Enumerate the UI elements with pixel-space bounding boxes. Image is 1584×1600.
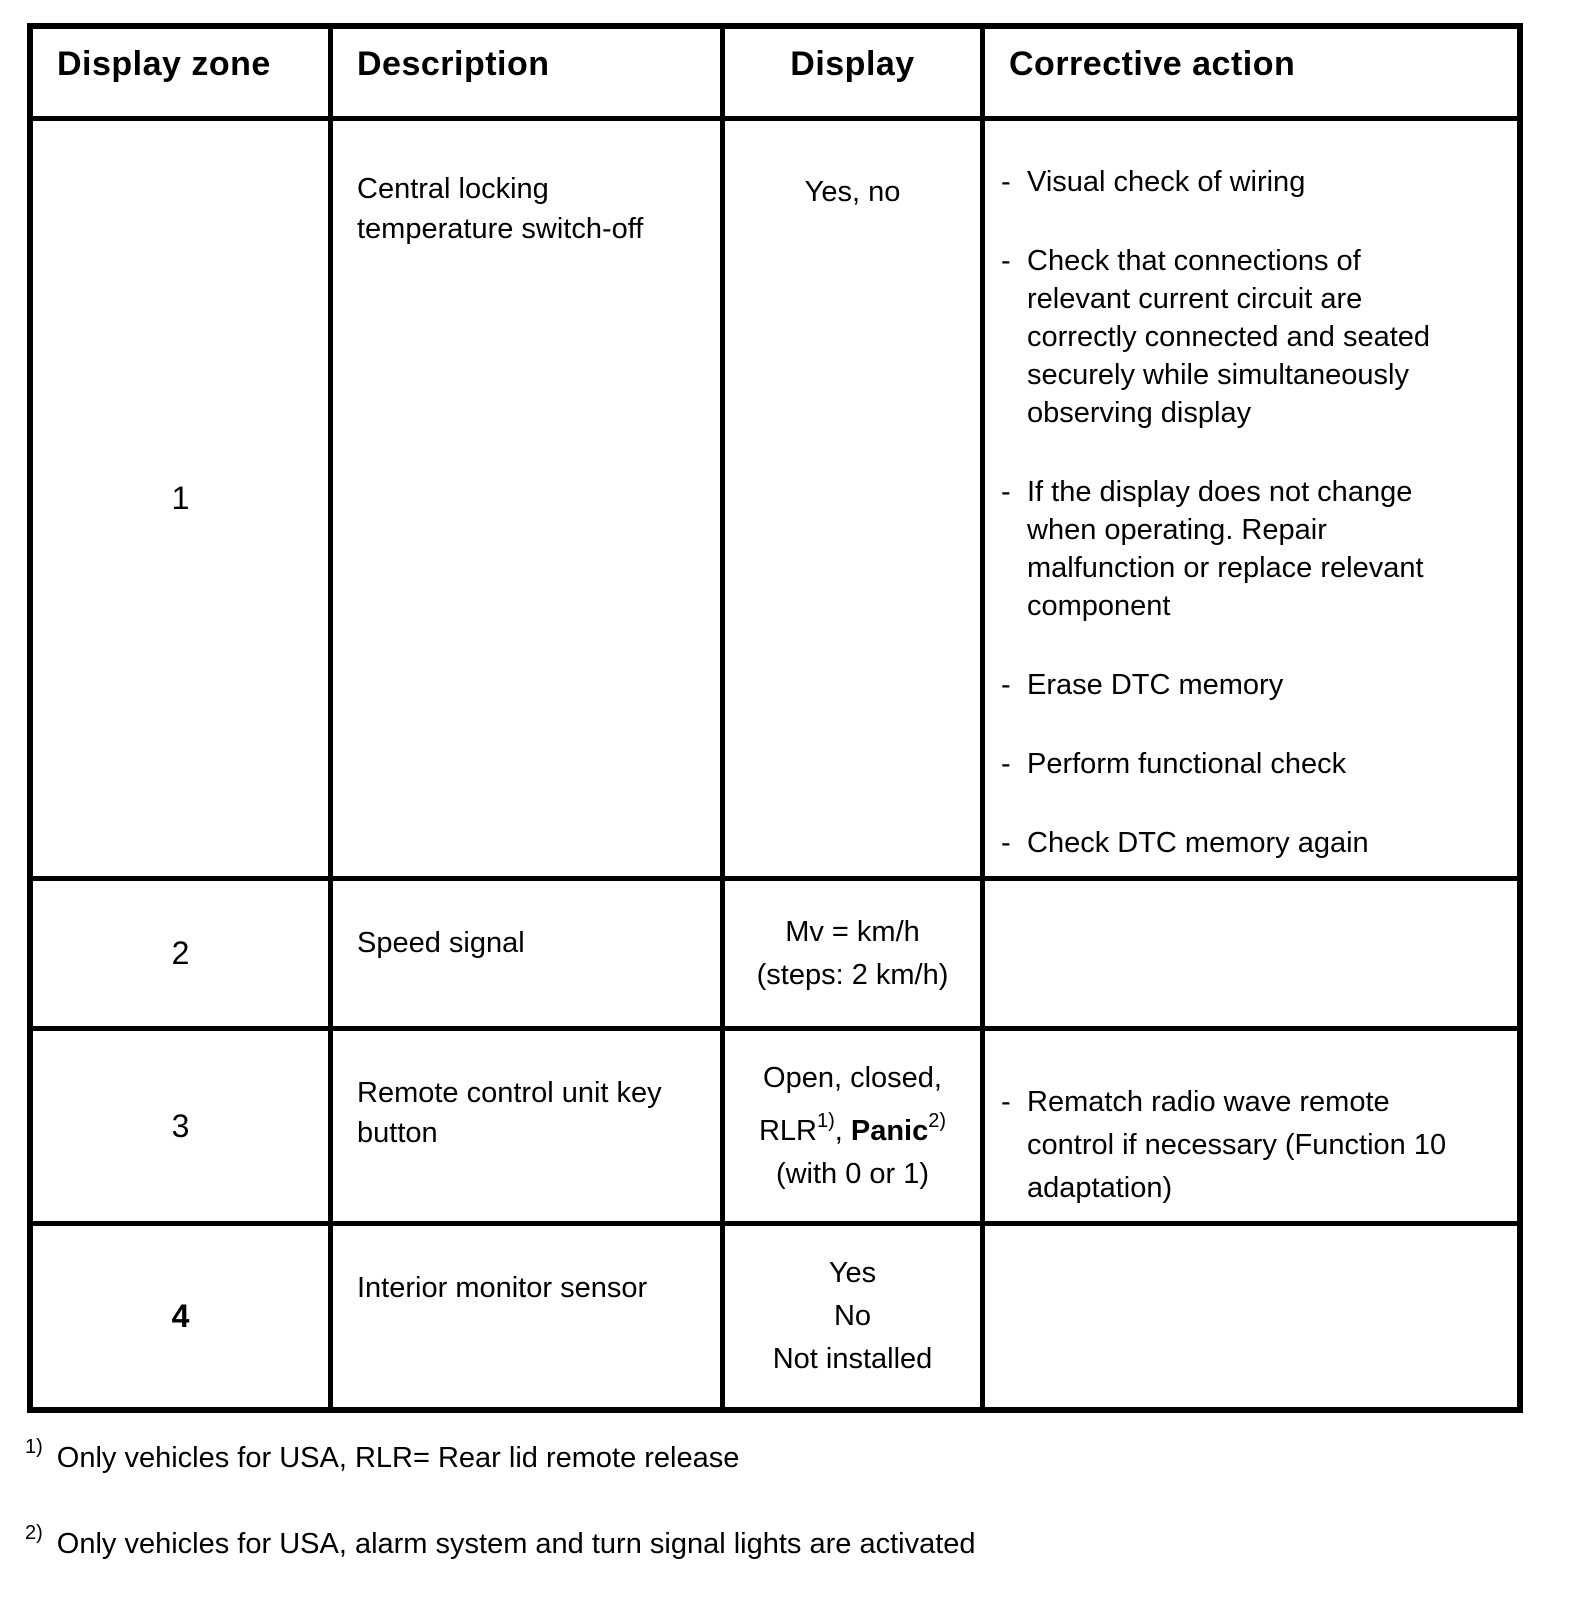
bullet-dash: - [1001,827,1011,859]
footnote-1 [25,1436,739,1475]
header-display: Display [725,29,985,116]
display-cell [725,881,985,1026]
action-item [1001,1081,1477,1210]
bullet-dash: - [1001,748,1011,780]
display-line: (with 0 or 1) [775,1157,930,1190]
display-line: Mv = km/h [785,915,920,948]
footnote-2-marker: 2) [25,1522,43,1544]
action-item [1001,163,1477,201]
footnote-1-text: Only vehicles for USA, RLR= Rear lid remote release [56,1442,740,1474]
action-text: Perform functional check [1027,748,1347,780]
footnote-ref-2: 2) [928,1109,947,1132]
bullet-dash: - [1001,669,1011,701]
header-display-zone: Display zone [33,29,333,116]
zone-number: 2 [33,881,333,1026]
action-text: Rematch radio wave remote control if necessary (Function 10 adaptation) [1027,1086,1447,1204]
action-text: Visual check of wiring [1027,166,1306,198]
zone-number: 1 [33,121,333,876]
action-text: Check DTC memory again [1027,827,1369,859]
display-line: No [833,1300,872,1332]
table-header-row [33,29,1517,121]
table-row-zone-3 [33,1031,1517,1226]
bullet-dash: - [1001,476,1011,508]
header-description: Description [333,29,725,116]
header-corrective-action: Corrective action [1009,45,1296,83]
description-cell: Interior monitor sensor [333,1226,725,1407]
footnote-ref-1: 1) [816,1109,835,1132]
diagnostic-table [27,23,1523,1413]
action-item [1001,745,1477,783]
footnote-2-text: Only vehicles for USA, alarm system and turn signal lights are activated [56,1528,976,1560]
footnote-2 [25,1522,976,1561]
table-row-zone-4 [33,1226,1517,1407]
action-text: If the display does not change when operating. Repair malfunction or replace relevant component [1027,476,1424,622]
bullet-dash: - [1001,166,1011,198]
action-item [1001,824,1477,862]
description-cell: Central locking temperature switch-off [333,121,725,876]
action-item [1001,473,1477,625]
display-cell [725,1226,985,1407]
description-cell: Speed signal [333,881,725,1026]
display-line: (steps: 2 km/h) [756,958,949,991]
table-row-zone-1 [33,121,1517,881]
action-item [1001,666,1477,704]
bullet-dash: - [1001,245,1011,277]
display-line: Not installed [772,1343,933,1375]
display-line: Yes [828,1257,877,1289]
display-line-with-footnote-refs [759,1100,946,1153]
corrective-action-cell [985,881,1517,1026]
action-item [1001,242,1477,432]
corrective-action-cell [985,121,1517,876]
bullet-dash: - [1001,1086,1011,1118]
corrective-action-cell [985,1031,1517,1221]
description-cell: Remote control unit key button [333,1031,725,1221]
display-rlr: RLR [758,1114,817,1147]
action-text: Erase DTC memory [1027,669,1284,701]
display-cell: Yes, no [725,121,985,876]
display-cell [725,1031,985,1221]
table-row-zone-2 [33,881,1517,1031]
action-text: Check that connections of relevant current circuit are correctly connected and seated securely while simultaneously observing display [1027,245,1431,429]
footnote-1-marker: 1) [25,1436,43,1458]
zone-number: 3 [33,1031,333,1221]
display-line: Open, closed, [763,1061,942,1094]
display-separator: , [834,1114,851,1147]
display-panic: Panic [850,1114,929,1147]
corrective-action-cell [985,1226,1517,1407]
zone-number: 4 [33,1226,333,1407]
